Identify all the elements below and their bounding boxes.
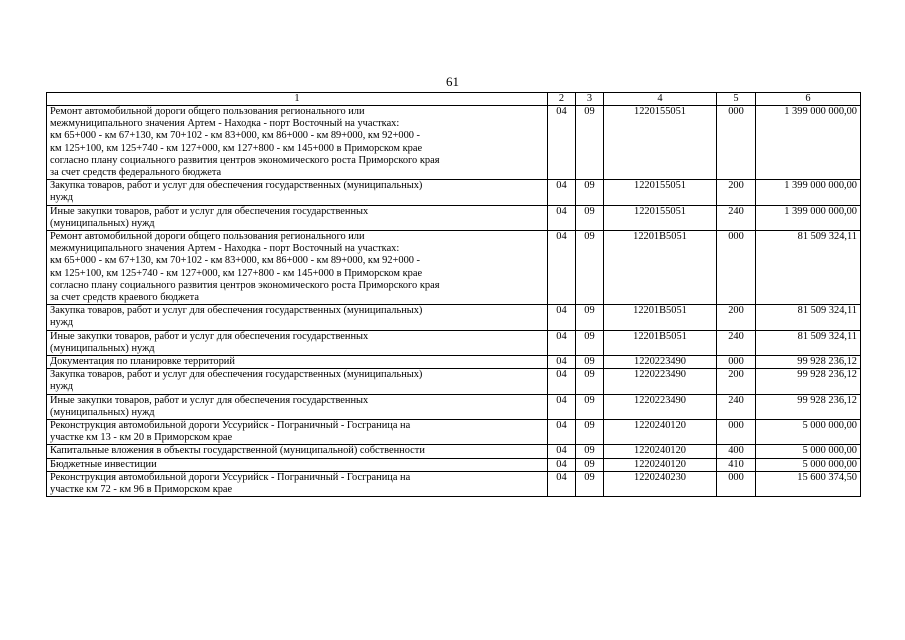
row-amount: 99 928 236,12 [756, 394, 861, 419]
column-header: 4 [604, 93, 717, 106]
table-row [47, 205, 861, 230]
row-target-code: 12201В5051 [604, 330, 717, 355]
row-amount: 5 000 000,00 [756, 420, 861, 445]
row-section: 04 [548, 356, 576, 369]
page-number: 61 [446, 74, 459, 89]
row-expense-type: 000 [717, 356, 756, 369]
table-row [47, 420, 861, 445]
row-subsection: 09 [576, 394, 604, 419]
row-target-code: 1220223490 [604, 394, 717, 419]
row-subsection: 09 [576, 356, 604, 369]
row-name: Ремонт автомобильной дороги общего пользования регионального или межмуниципального значения Артем - Находка - порт Восточный на участках: км 65+000 - км 67+130, км 70+102 - км 83+000, км 86+000 - км 89+000, км 92+000 - км 125+100, км 125+740 - км 127+000, км 127+800 - км 145+000 в Приморском крае согласно плану социального развития центров экономического роста Приморского края за счет средств федерального бюджета [47, 106, 548, 180]
row-amount: 5 000 000,00 [756, 445, 861, 458]
table-row [47, 106, 861, 180]
row-name: Документация по планировке территорий [47, 356, 548, 369]
row-name: Ремонт автомобильной дороги общего пользования регионального или межмуниципального значения Артем - Находка - порт Восточный на участках: км 65+000 - км 67+130, км 70+102 - км 83+000, км 86+000 - км 89+000, км 92+000 - км 125+100, км 125+740 - км 127+000, км 127+800 - км 145+000 в Приморском крае согласно плану социального развития центров экономического роста Приморского края за счет средств краевого бюджета [47, 231, 548, 305]
row-subsection: 09 [576, 471, 604, 496]
row-expense-type: 400 [717, 445, 756, 458]
row-expense-type: 200 [717, 369, 756, 394]
row-target-code: 1220240120 [604, 458, 717, 471]
row-target-code: 1220240120 [604, 420, 717, 445]
row-expense-type: 000 [717, 471, 756, 496]
row-name: Иные закупки товаров, работ и услуг для обеспечения государственных (муниципальных) нужд [47, 394, 548, 419]
row-name: Реконструкция автомобильной дороги Уссурийск - Пограничный - Госграница на участке км 13 - км 20 в Приморском крае [47, 420, 548, 445]
row-section: 04 [548, 330, 576, 355]
column-header: 3 [576, 93, 604, 106]
row-amount: 99 928 236,12 [756, 356, 861, 369]
table-row [47, 458, 861, 471]
row-subsection: 09 [576, 305, 604, 330]
table-row [47, 471, 861, 496]
row-target-code: 1220240230 [604, 471, 717, 496]
row-section: 04 [548, 458, 576, 471]
row-expense-type: 410 [717, 458, 756, 471]
row-section: 04 [548, 106, 576, 180]
row-target-code: 1220240120 [604, 445, 717, 458]
row-target-code: 1220155051 [604, 106, 717, 180]
table-row [47, 394, 861, 419]
row-amount: 1 399 000 000,00 [756, 180, 861, 205]
table-row [47, 369, 861, 394]
row-subsection: 09 [576, 420, 604, 445]
budget-table [46, 92, 861, 497]
row-subsection: 09 [576, 231, 604, 305]
row-name: Бюджетные инвестиции [47, 458, 548, 471]
row-section: 04 [548, 205, 576, 230]
row-subsection: 09 [576, 369, 604, 394]
table-row [47, 305, 861, 330]
row-target-code: 12201В5051 [604, 231, 717, 305]
row-target-code: 1220223490 [604, 369, 717, 394]
row-target-code: 1220223490 [604, 356, 717, 369]
row-section: 04 [548, 471, 576, 496]
row-amount: 81 509 324,11 [756, 330, 861, 355]
row-name: Закупка товаров, работ и услуг для обеспечения государственных (муниципальных) нужд [47, 180, 548, 205]
row-expense-type: 240 [717, 394, 756, 419]
row-amount: 81 509 324,11 [756, 305, 861, 330]
row-target-code: 12201В5051 [604, 305, 717, 330]
row-amount: 1 399 000 000,00 [756, 205, 861, 230]
row-name: Закупка товаров, работ и услуг для обеспечения государственных (муниципальных) нужд [47, 305, 548, 330]
row-subsection: 09 [576, 180, 604, 205]
row-target-code: 1220155051 [604, 205, 717, 230]
row-expense-type: 240 [717, 330, 756, 355]
row-section: 04 [548, 394, 576, 419]
row-name: Капитальные вложения в объекты государственной (муниципальной) собственности [47, 445, 548, 458]
column-header: 5 [717, 93, 756, 106]
row-section: 04 [548, 305, 576, 330]
table-row [47, 180, 861, 205]
table-row [47, 330, 861, 355]
row-name: Иные закупки товаров, работ и услуг для обеспечения государственных (муниципальных) нужд [47, 205, 548, 230]
row-section: 04 [548, 369, 576, 394]
table-row [47, 231, 861, 305]
row-name: Закупка товаров, работ и услуг для обеспечения государственных (муниципальных) нужд [47, 369, 548, 394]
row-subsection: 09 [576, 445, 604, 458]
row-section: 04 [548, 420, 576, 445]
row-expense-type: 240 [717, 205, 756, 230]
row-section: 04 [548, 445, 576, 458]
row-subsection: 09 [576, 330, 604, 355]
row-name: Реконструкция автомобильной дороги Уссурийск - Пограничный - Госграница на участке км 72 - км 96 в Приморском крае [47, 471, 548, 496]
table-header-row [47, 93, 861, 106]
row-subsection: 09 [576, 205, 604, 230]
row-subsection: 09 [576, 106, 604, 180]
row-expense-type: 000 [717, 231, 756, 305]
row-expense-type: 000 [717, 420, 756, 445]
row-amount: 1 399 000 000,00 [756, 106, 861, 180]
row-target-code: 1220155051 [604, 180, 717, 205]
column-header: 2 [548, 93, 576, 106]
column-header: 1 [47, 93, 548, 106]
row-section: 04 [548, 231, 576, 305]
row-amount: 15 600 374,50 [756, 471, 861, 496]
row-section: 04 [548, 180, 576, 205]
row-name: Иные закупки товаров, работ и услуг для обеспечения государственных (муниципальных) нужд [47, 330, 548, 355]
column-header: 6 [756, 93, 861, 106]
row-amount: 99 928 236,12 [756, 369, 861, 394]
row-expense-type: 200 [717, 180, 756, 205]
row-amount: 5 000 000,00 [756, 458, 861, 471]
row-expense-type: 200 [717, 305, 756, 330]
row-subsection: 09 [576, 458, 604, 471]
table-row [47, 356, 861, 369]
row-expense-type: 000 [717, 106, 756, 180]
table-row [47, 445, 861, 458]
row-amount: 81 509 324,11 [756, 231, 861, 305]
